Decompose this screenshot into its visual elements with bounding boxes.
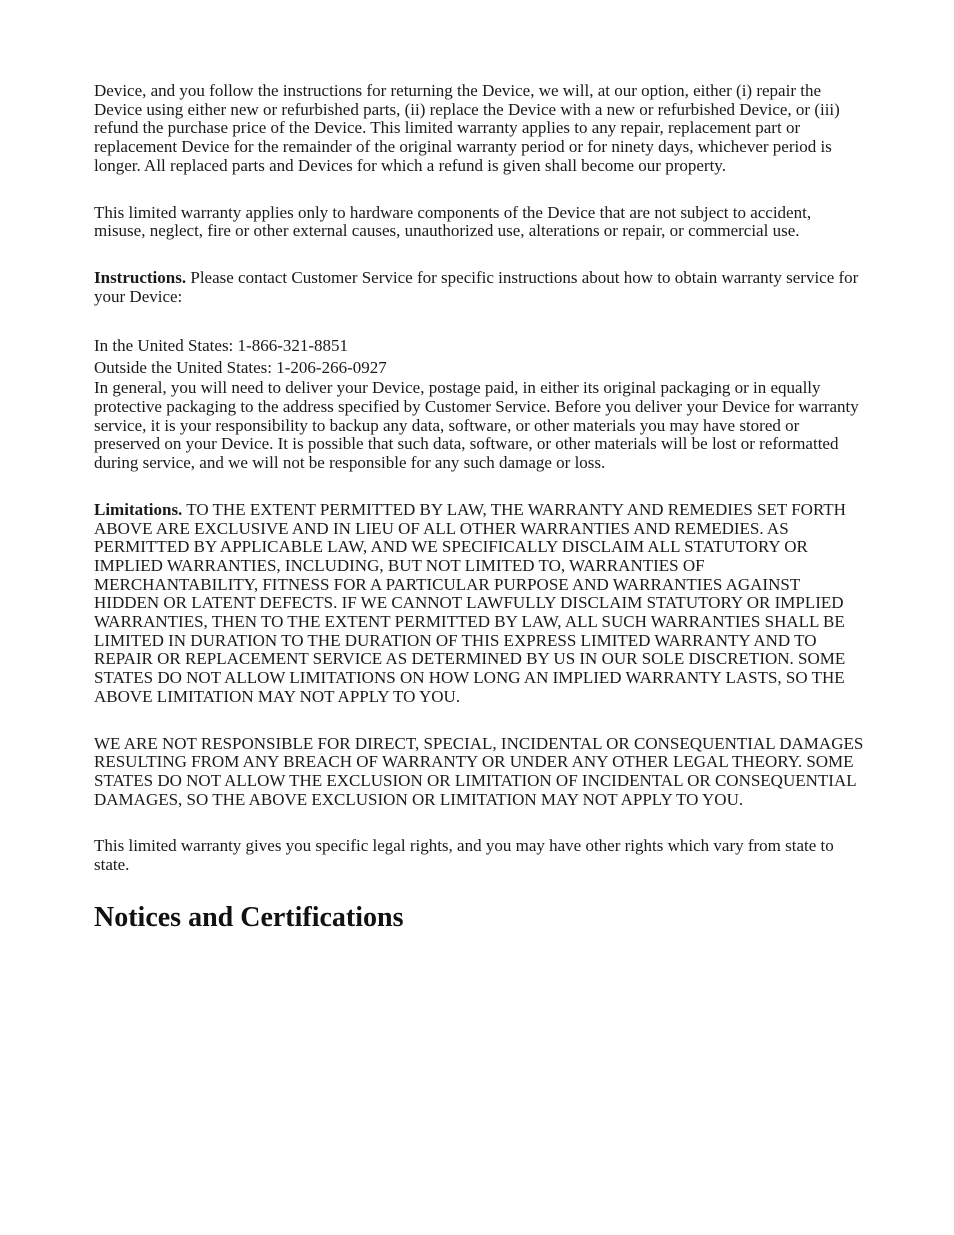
section-heading-notices: Notices and Certifications [94, 901, 404, 933]
document-page [94, 82, 864, 935]
warranty-scope-paragraph: This limited warranty applies only to hardware components of the Device that are not subject to accident, misuse, neglect, fire or other external causes, unauthorized use, alterations or repair, or commercial use. [94, 202, 812, 241]
legal-rights-paragraph: This limited warranty gives you specific legal rights, and you may have other rights which vary from state to state. [94, 836, 834, 875]
contact-us-phone: In the United States: 1-866-321-8851 [94, 336, 349, 356]
limitations-label: Limitations. [94, 499, 183, 519]
warranty-repair-paragraph: Device, and you follow the instructions for returning the Device, we will, at our option, either (i) repair the Device using either new or refurbished parts, (ii) replace the Device with a new or refurbished Device, or (iii) refund the purchase price of the Device. This limited warranty applies to any repair, replacement part or replacement Device for the remainder of the original warranty period or for ninety days, whichever period is longer. All replaced parts and Devices for which a refund is given shall become our property. [94, 81, 840, 175]
damages-paragraph: WE ARE NOT RESPONSIBLE FOR DIRECT, SPECIAL, INCIDENTAL OR CONSEQUENTIAL DAMAGES RESULTING FROM ANY BREACH OF WARRANTY OR UNDER ANY OTHER LEGAL THEORY. SOME STATES DO NOT ALLOW THE EXCLUSION OR LIMITATION OF INCIDENTAL OR CONSEQUENTIAL DAMAGES, SO THE ABOVE EXCLUSION OR LIMITATION MAY NOT APPLY TO YOU. [94, 733, 864, 809]
delivery-instructions-paragraph: In general, you will need to deliver your Device, postage paid, in either its original packaging or in equally protective packaging to the address specified by Customer Service. Before you deliver your Device for warranty service, it is your responsibility to backup any data, software, or other materials you may have stored or preserved on your Device. It is possible that such data, software, or other materials will be lost or reformatted during service, and we will not be responsible for any such damage or loss. [94, 378, 859, 473]
limitations-paragraph [94, 501, 864, 707]
limitations-text: TO THE EXTENT PERMITTED BY LAW, THE WARRANTY AND REMEDIES SET FORTH ABOVE ARE EXCLUSIVE AND IN LIEU OF ALL OTHER WARRANTIES AND REMEDIES. AS PERMITTED BY APPLICABLE LAW, AND WE SPECIFICALLY DISCLAIM ALL STATUTORY OR IMPLIED WARRANTIES, INCLUDING, BUT NOT LIMITED TO, WARRANTIES OF MERCHANTABILITY, FITNESS FOR A PARTICULAR PURPOSE AND WARRANTIES AGAINST HIDDEN OR LATENT DEFECTS. IF WE CANNOT LAWFULLY DISCLAIM STATUTORY OR IMPLIED WARRANTIES, THEN TO THE EXTENT PERMITTED BY LAW, ALL SUCH WARRANTIES SHALL BE LIMITED IN DURATION TO THE DURATION OF THIS EXPRESS LIMITED WARRANTY AND TO REPAIR OR REPLACEMENT SERVICE AS DETERMINED BY US IN OUR SOLE DISCRETION. SOME STATES DO NOT ALLOW LIMITATIONS ON HOW LONG AN IMPLIED WARRANTY LASTS, SO THE ABOVE LIMITATION MAY NOT APPLY TO YOU. [94, 499, 846, 706]
instructions-text: Please contact Customer Service for specific instructions about how to obtain warranty service for your Device: [94, 267, 859, 306]
instructions-label: Instructions. [94, 267, 187, 287]
contact-outside-phone: Outside the United States: 1-206-266-0927 [94, 358, 387, 378]
instructions-paragraph [94, 269, 864, 306]
